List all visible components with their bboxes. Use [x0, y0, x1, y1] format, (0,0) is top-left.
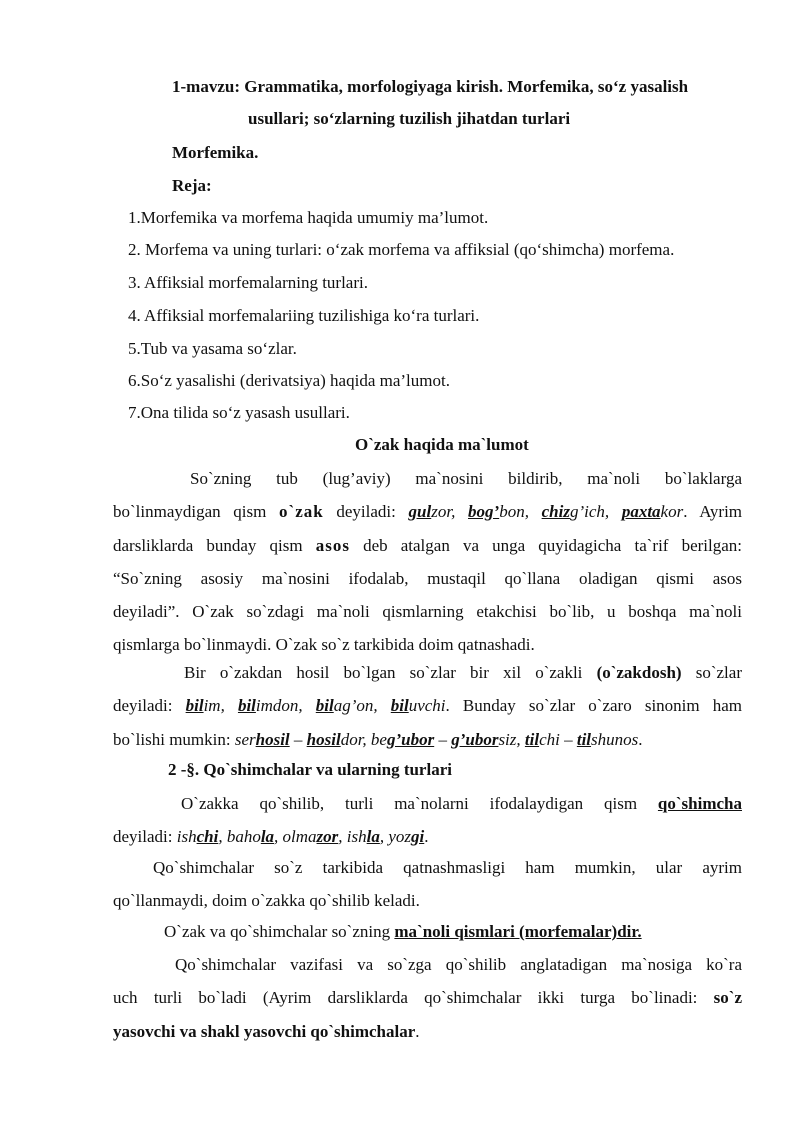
- p2-line: Bir o`zakdan hosil bo`lgan so`zlar bir xil o`zakli (o`zakdosh) so`zlar: [184, 663, 742, 682]
- plan-label: Reja:: [172, 176, 212, 195]
- plan-item: 6.So‘z yasalishi (derivatsiya) haqida ma’lumot.: [128, 371, 450, 390]
- term-soz: so`z: [713, 988, 742, 1008]
- p6-line: uch turli bo`ladi (Ayrim darsliklarda qo`shimchalar ikki turga bo`linadi: so`z: [113, 988, 742, 1008]
- plan-item: 1.Morfemika va morfema haqida umumiy ma’lumot.: [128, 208, 489, 227]
- paragraph-ozakdosh: [113, 656, 742, 756]
- p4-line: Qo`shimchalar so`z tarkibida qatnashmasligi ham mumkin, ular ayrim: [153, 858, 742, 877]
- p3-line: deyiladi: ishchi, bahola, olmazor, ishla, yozgi.: [113, 827, 429, 847]
- p2-line: bo`lishi mumkin: serhosil – hosildor, beg’ubor – g’uborsiz, tilchi – tilshunos.: [113, 729, 643, 749]
- p4-line: qo`llanmaydi, doim o`zakka qo`shilib keladi.: [113, 891, 420, 911]
- plan-item: 3. Affiksial morfemalarning turlari.: [128, 273, 368, 292]
- p6-line: Qo`shimchalar vazifasi va so`zga qo`shilib anglatadigan ma`nosiga ko`ra: [175, 955, 742, 974]
- paragraph-morfemalar: O`zak va qo`shimchalar so`zning ma`noli qismlari (morfemalar)dir.: [164, 922, 642, 941]
- plan-item: 2. Morfema va uning turlari: o‘zak morfema va affiksial (qo‘shimcha) morfema.: [128, 240, 675, 259]
- p2-line: deyiladi: bilim, bilimdon, bilag’on, biluvchi. Bunday so`zlar o`zaro sinonim ham: [113, 696, 743, 716]
- plan-item: 5.Tub va yasama so‘zlar.: [128, 339, 297, 358]
- p1-line: So`zning tub (lug’aviy) ma`nosini bildirib, ma`noli bo`laklarga: [190, 469, 742, 488]
- p1-line: darsliklarda bunday qism asos deb atalgan va unga quyidagicha ta`rif berilgan:: [113, 535, 742, 555]
- term-ozakdosh: (o`zakdosh): [596, 663, 682, 682]
- p3-line: O`zakka qo`shilib, turli ma`nolarni ifodalaydigan qism qo`shimcha: [181, 794, 742, 813]
- subtitle: Morfemika.: [172, 143, 259, 162]
- term-yasovchi: yasovchi va shakl yasovchi qo`shimchalar: [113, 1021, 416, 1041]
- term-asos: asos: [315, 535, 350, 555]
- section-heading-ozak: O`zak haqida ma`lumot: [355, 435, 529, 454]
- title-line-2: usullari; so‘zlarning tuzilish jihatdan turlari: [248, 109, 571, 128]
- plan-item: 4. Affiksial morfemalariing tuzilishiga ko‘ra turlari.: [128, 306, 480, 325]
- title-line-1: 1-mavzu: Grammatika, morfologiyaga kirish. Morfemika, so‘z yasalish: [172, 77, 689, 96]
- term-ozak: o`zak: [279, 502, 324, 522]
- paragraph-qoshimcha-definition: [113, 787, 742, 854]
- term-morfemalar: ma`noli qismlari (morfemalar)dir.: [394, 922, 642, 941]
- paragraph-qoshimcha-note: [113, 851, 742, 918]
- term-qoshimcha: qo`shimcha: [657, 794, 742, 813]
- p6-line: yasovchi va shakl yasovchi qo`shimchalar.: [113, 1021, 420, 1041]
- p1-line: “So`zning asosiy ma`nosini ifodalab, mustaqil qo`llana oladigan qismi asos: [113, 568, 742, 588]
- p1-line: deyiladi”. O`zak so`zdagi ma`noli qismlarning etakchisi bo`lib, u boshqa ma`noli: [113, 602, 742, 622]
- paragraph-qoshimcha-types: [113, 948, 742, 1048]
- paragraph-ozak-definition: [113, 462, 742, 662]
- p1-line: bo`linmaydigan qism o`zak deyiladi: gulzor, bog’bon, chizg’ich, paxtakor. Ayrim: [113, 502, 743, 522]
- section-heading-qoshimcha: 2 -§. Qo`shimchalar va ularning turlari: [168, 760, 452, 779]
- p1-line: qismlarga bo`linmaydi. O`zak so`z tarkibida doim qatnashadi.: [113, 635, 535, 655]
- plan-item: 7.Ona tilida so‘z yasash usullari.: [128, 403, 350, 422]
